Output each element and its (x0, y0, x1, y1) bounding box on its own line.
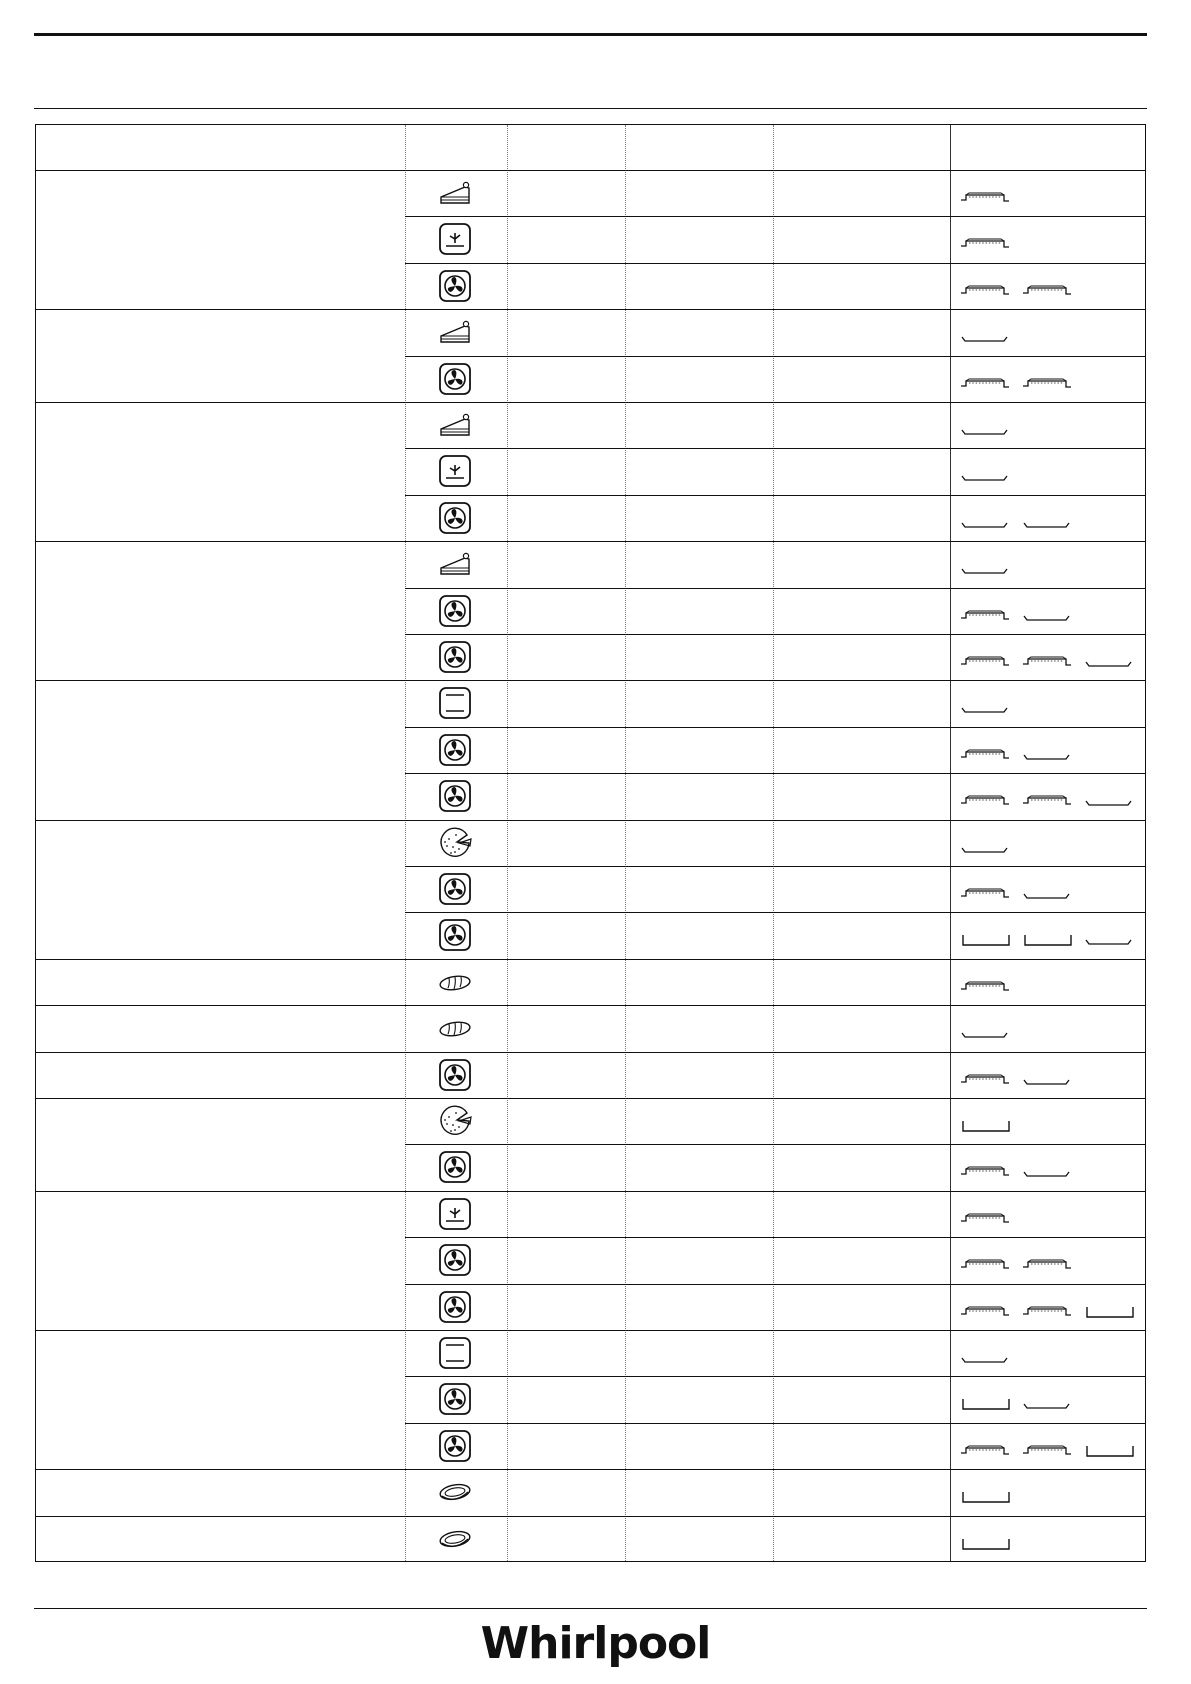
baking-tray-icon (960, 516, 1012, 535)
baking-tray-icon (1022, 1073, 1074, 1092)
rack-tray-icon (960, 1212, 1012, 1231)
group-divider (36, 1330, 1145, 1331)
column-divider-1 (405, 125, 406, 1561)
accessory-list (960, 660, 1136, 674)
row-divider (405, 912, 1145, 913)
accessory-list (960, 1356, 1012, 1370)
fan-icon (437, 871, 473, 907)
row-divider (405, 495, 1145, 496)
drip-pan-icon (960, 1490, 1012, 1509)
accessory-list (960, 1402, 1074, 1416)
cake-slice-icon (437, 314, 473, 350)
bread-icon (437, 964, 473, 1000)
rack-tray-icon (960, 377, 1012, 396)
accessory-list (960, 753, 1074, 767)
baking-tray-icon (960, 562, 1012, 581)
accessory-list (960, 196, 1012, 210)
group-divider (36, 1098, 1145, 1099)
brand-logo-text: Whirlpool (480, 1618, 711, 1669)
rack-tray-icon (960, 794, 1012, 813)
baking-tray-icon (1022, 1165, 1074, 1184)
column-divider-3 (625, 125, 626, 1561)
rack-tray-icon (960, 1073, 1012, 1092)
rack-tray-icon (960, 1305, 1012, 1324)
fan-icon (437, 268, 473, 304)
accessory-list (960, 1542, 1012, 1556)
row-divider (405, 216, 1145, 217)
row-divider (405, 773, 1145, 774)
accessory-list (960, 289, 1074, 303)
row-divider (405, 588, 1145, 589)
casserole-icon (437, 1521, 473, 1557)
rack-tray-icon (1022, 655, 1074, 674)
row-divider (405, 1284, 1145, 1285)
baking-tray-icon (1022, 887, 1074, 906)
rack-tray-icon (960, 609, 1012, 628)
accessory-list (960, 846, 1012, 860)
row-divider (405, 727, 1145, 728)
fan-icon (437, 778, 473, 814)
group-divider (36, 1052, 1145, 1053)
accessory-list (960, 428, 1012, 442)
baking-tray-icon (1022, 609, 1074, 628)
baking-tray-icon (1022, 748, 1074, 767)
rack-tray-icon (960, 1258, 1012, 1277)
row-divider (405, 1144, 1145, 1145)
group-divider (36, 309, 1145, 310)
rack-tray-icon (960, 655, 1012, 674)
row-divider (405, 356, 1145, 357)
drip-pan-icon (1084, 1305, 1136, 1324)
fan-icon (437, 1428, 473, 1464)
fan-icon (437, 500, 473, 536)
accessory-list (960, 1031, 1012, 1045)
fan-icon (437, 1289, 473, 1325)
baking-tray-icon (960, 1351, 1012, 1370)
row-divider (405, 448, 1145, 449)
rack-tray-icon (1022, 794, 1074, 813)
group-divider (36, 820, 1145, 821)
rack-tray-icon (1022, 1444, 1074, 1463)
group-divider (36, 680, 1145, 681)
convection-bake-icon (437, 1196, 473, 1232)
group-divider (36, 1469, 1145, 1470)
pizza-icon (437, 1103, 473, 1139)
rack-tray-icon (960, 1444, 1012, 1463)
fan-icon (437, 639, 473, 675)
cake-slice-icon (437, 546, 473, 582)
baking-tray-icon (1022, 516, 1074, 535)
fan-icon (437, 1057, 473, 1093)
rack-tray-icon (1022, 284, 1074, 303)
accessory-list (960, 614, 1074, 628)
accessory-list (960, 474, 1012, 488)
group-divider (36, 1191, 1145, 1192)
accessory-list (960, 1495, 1012, 1509)
accessory-list (960, 1310, 1136, 1324)
fan-icon (437, 1149, 473, 1185)
accessory-list (960, 985, 1012, 999)
conventional-icon (437, 685, 473, 721)
row-divider (405, 1376, 1145, 1377)
row-divider (405, 1237, 1145, 1238)
baking-tray-icon (960, 469, 1012, 488)
rack-tray-icon (960, 980, 1012, 999)
column-divider-5 (950, 125, 951, 1561)
table-header-divider (36, 170, 1145, 171)
drip-pan-icon (960, 933, 1012, 952)
accessory-list (960, 938, 1136, 952)
row-divider (405, 866, 1145, 867)
cake-slice-icon (437, 175, 473, 211)
fan-icon (437, 593, 473, 629)
fan-icon (437, 1242, 473, 1278)
rack-tray-icon (1022, 377, 1074, 396)
baking-tray-icon (960, 423, 1012, 442)
rack-tray-icon (960, 1165, 1012, 1184)
subheader-rule (34, 108, 1147, 109)
accessory-list (960, 1078, 1074, 1092)
baking-tray-icon (960, 1026, 1012, 1045)
baking-tray-icon (1084, 655, 1136, 674)
baking-tray-icon (960, 701, 1012, 720)
drip-pan-icon (1022, 933, 1074, 952)
brand-logo (0, 1618, 1191, 1669)
fan-icon (437, 917, 473, 953)
rack-tray-icon (960, 191, 1012, 210)
accessory-list (960, 1217, 1012, 1231)
convection-bake-icon (437, 221, 473, 257)
accessory-list (960, 1170, 1074, 1184)
accessory-list (960, 1124, 1012, 1138)
baking-tray-icon (1022, 1397, 1074, 1416)
column-divider-2 (507, 125, 508, 1561)
accessory-list (960, 521, 1074, 535)
accessory-list (960, 706, 1012, 720)
row-divider (405, 1423, 1145, 1424)
group-divider (36, 541, 1145, 542)
group-divider (36, 402, 1145, 403)
rack-tray-icon (960, 887, 1012, 906)
convection-bake-icon (437, 453, 473, 489)
fan-icon (437, 1381, 473, 1417)
accessory-list (960, 892, 1074, 906)
row-divider (405, 634, 1145, 635)
fan-icon (437, 361, 473, 397)
column-divider-4 (773, 125, 774, 1561)
rack-tray-icon (960, 237, 1012, 256)
drip-pan-icon (960, 1119, 1012, 1138)
fan-icon (437, 732, 473, 768)
group-divider (36, 1516, 1145, 1517)
drip-pan-icon (960, 1537, 1012, 1556)
rack-tray-icon (1022, 1258, 1074, 1277)
accessory-list (960, 799, 1136, 813)
rack-tray-icon (960, 748, 1012, 767)
cooking-table (35, 124, 1146, 1562)
header-rule (34, 33, 1147, 36)
drip-pan-icon (1084, 1444, 1136, 1463)
rack-tray-icon (960, 284, 1012, 303)
group-divider (36, 1005, 1145, 1006)
accessory-list (960, 1449, 1136, 1463)
pizza-icon (437, 825, 473, 861)
accessory-list (960, 335, 1012, 349)
baking-tray-icon (960, 841, 1012, 860)
accessory-list (960, 567, 1012, 581)
conventional-icon (437, 1335, 473, 1371)
rack-tray-icon (1022, 1305, 1074, 1324)
baking-tray-icon (1084, 794, 1136, 813)
baking-tray-icon (1084, 933, 1136, 952)
group-divider (36, 959, 1145, 960)
bread-icon (437, 1010, 473, 1046)
cake-slice-icon (437, 407, 473, 443)
casserole-icon (437, 1474, 473, 1510)
baking-tray-icon (960, 330, 1012, 349)
footer-rule (34, 1608, 1147, 1609)
row-divider (405, 263, 1145, 264)
accessory-list (960, 1263, 1074, 1277)
accessory-list (960, 242, 1012, 256)
accessory-list (960, 382, 1074, 396)
drip-pan-icon (960, 1397, 1012, 1416)
